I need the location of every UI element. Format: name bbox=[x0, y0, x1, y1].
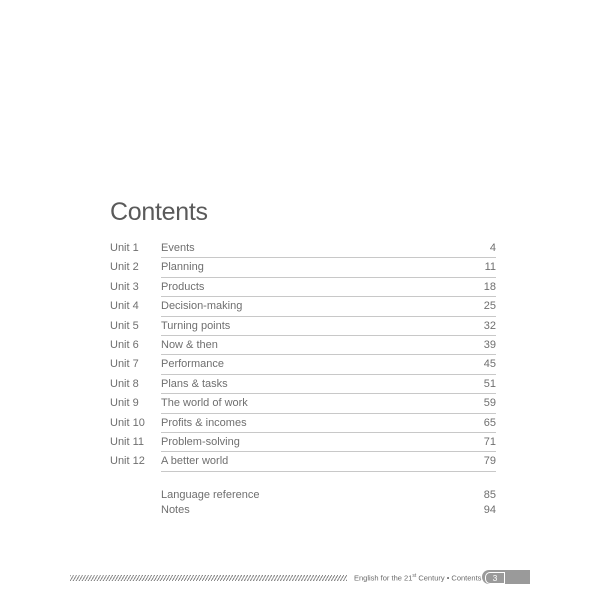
page-number: 59 bbox=[483, 397, 496, 410]
footer-text-before: English for the 21 bbox=[354, 573, 413, 583]
unit-label: Unit 11 bbox=[110, 435, 145, 448]
toc-row[interactable] bbox=[110, 394, 496, 413]
toc-extras bbox=[161, 489, 496, 519]
unit-label: Unit 3 bbox=[110, 280, 139, 293]
page-number: 39 bbox=[483, 338, 496, 351]
page-number: 32 bbox=[483, 319, 496, 332]
page-number: 79 bbox=[483, 455, 496, 468]
unit-title: Events bbox=[161, 242, 195, 254]
page-number: 25 bbox=[483, 300, 496, 313]
unit-title: Problem-solving bbox=[161, 435, 240, 448]
page-number: 71 bbox=[483, 435, 496, 448]
row-divider bbox=[161, 471, 496, 472]
unit-title: A better world bbox=[161, 455, 229, 468]
toc-row[interactable] bbox=[110, 355, 496, 374]
extra-title: Language reference bbox=[161, 489, 260, 501]
unit-label: Unit 8 bbox=[110, 377, 139, 390]
unit-label: Unit 4 bbox=[110, 300, 139, 313]
toc-row[interactable] bbox=[110, 433, 496, 452]
page-number: 94 bbox=[483, 504, 496, 516]
unit-title: Profits & incomes bbox=[161, 416, 247, 429]
footer-running-title bbox=[354, 573, 481, 583]
unit-label: Unit 9 bbox=[110, 397, 139, 410]
unit-label: Unit 1 bbox=[110, 242, 139, 254]
toc-row[interactable] bbox=[110, 336, 496, 355]
unit-label: Unit 12 bbox=[110, 455, 145, 468]
page-number: 11 bbox=[484, 261, 496, 274]
unit-title: Now & then bbox=[161, 338, 218, 351]
toc-row[interactable] bbox=[110, 317, 496, 336]
toc-row[interactable] bbox=[110, 414, 496, 433]
unit-title: The world of work bbox=[161, 397, 248, 410]
unit-title: Planning bbox=[161, 261, 204, 274]
page-number: 51 bbox=[483, 377, 496, 390]
unit-title: Performance bbox=[161, 358, 224, 371]
toc-extra-row[interactable] bbox=[161, 504, 496, 519]
unit-label: Unit 5 bbox=[110, 319, 139, 332]
toc-row[interactable] bbox=[110, 297, 496, 316]
page-title: Contents bbox=[110, 198, 208, 226]
unit-label: Unit 10 bbox=[110, 416, 145, 429]
footer-text-after: Century • Contents bbox=[416, 573, 482, 583]
toc-row[interactable] bbox=[110, 258, 496, 277]
unit-label: Unit 7 bbox=[110, 358, 139, 371]
toc-extra-row[interactable] bbox=[161, 489, 496, 504]
toc-row[interactable] bbox=[110, 278, 496, 297]
unit-title: Turning points bbox=[161, 319, 231, 332]
page-number: 45 bbox=[483, 358, 496, 371]
toc-row[interactable] bbox=[110, 239, 496, 258]
footer-hatch-rule bbox=[70, 575, 347, 581]
toc-row[interactable] bbox=[110, 452, 496, 471]
unit-title: Decision-making bbox=[161, 300, 243, 313]
toc-list bbox=[110, 239, 496, 472]
page-number: 65 bbox=[483, 416, 496, 429]
page-number: 4 bbox=[489, 242, 496, 254]
page-number: 18 bbox=[483, 280, 496, 293]
footer-page-number: 3 bbox=[485, 572, 505, 584]
page-number-tab bbox=[482, 570, 530, 584]
page-number: 85 bbox=[483, 489, 496, 501]
unit-label: Unit 6 bbox=[110, 338, 139, 351]
unit-label: Unit 2 bbox=[110, 261, 139, 274]
footer-text-sup: st bbox=[412, 573, 417, 579]
toc-row[interactable] bbox=[110, 375, 496, 394]
unit-title: Products bbox=[161, 280, 205, 293]
extra-title: Notes bbox=[161, 504, 190, 516]
unit-title: Plans & tasks bbox=[161, 377, 228, 390]
